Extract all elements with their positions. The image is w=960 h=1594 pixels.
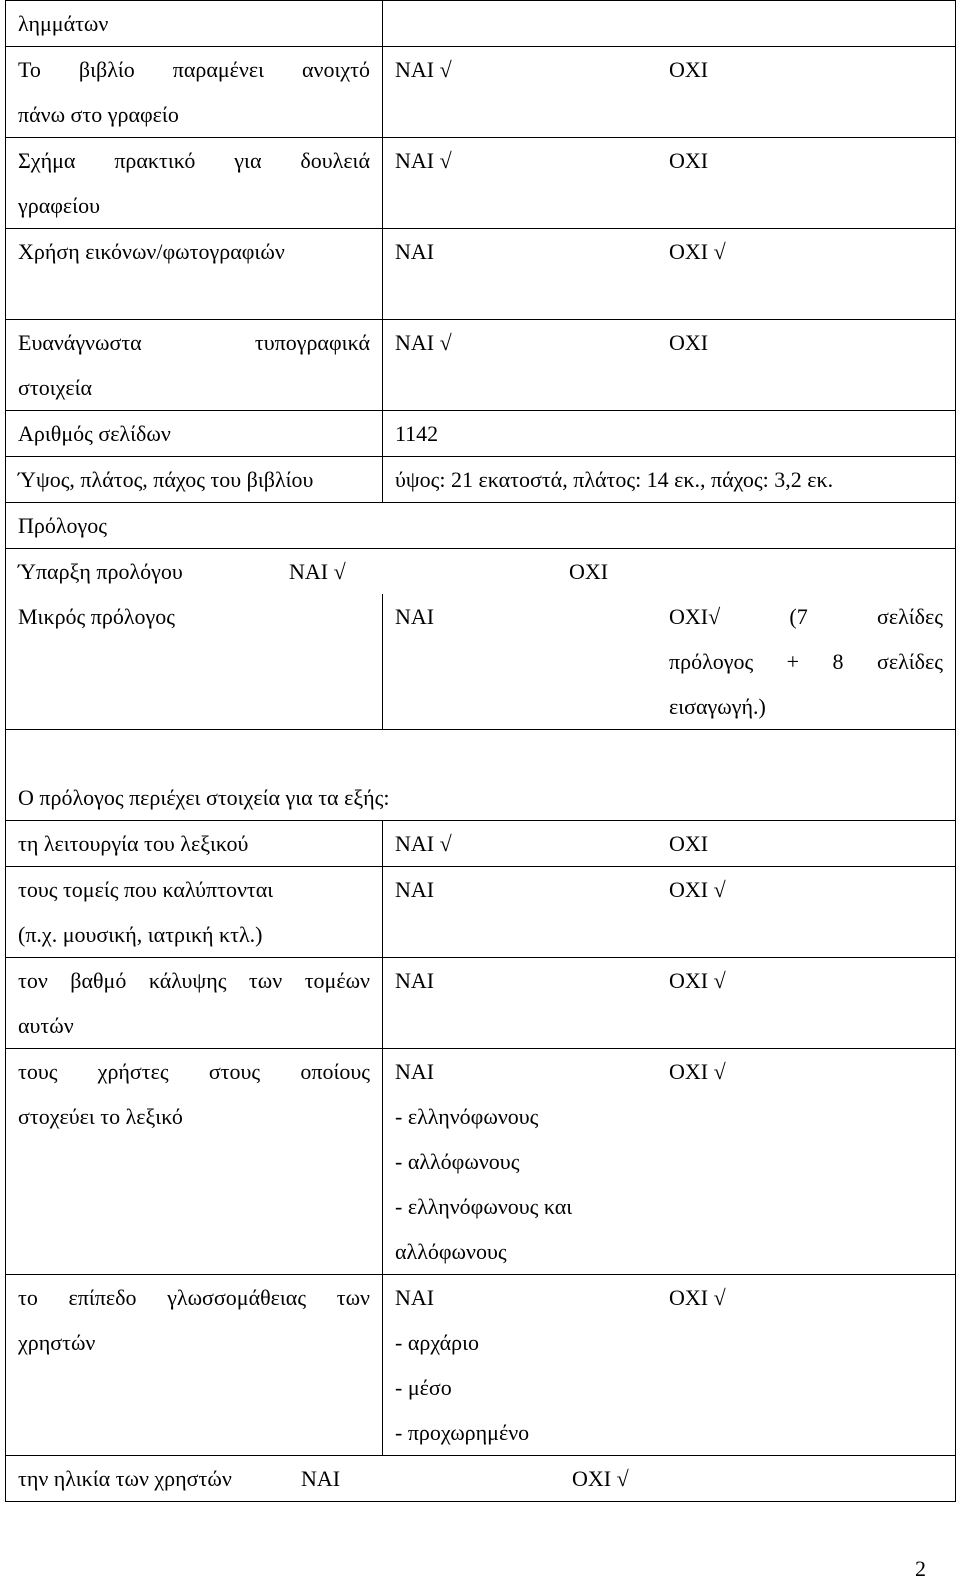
value-cell <box>383 229 956 320</box>
no-answer: ΟΧΙ √ <box>669 968 726 993</box>
row-label: λημμάτων <box>18 11 109 36</box>
option-item: - προχωρημένο <box>395 1420 530 1445</box>
value-cell <box>383 958 956 1049</box>
dimensions-value: ύψος: 21 εκατοστά, πλάτος: 14 εκ., πάχος: 3,2 εκ. <box>395 467 834 492</box>
no-answer: ΟΧΙ √ <box>669 1285 726 1310</box>
section-heading: Πρόλογος <box>18 513 107 538</box>
yes-options <box>395 1275 669 1455</box>
row-label: Χρήση εικόνων/φωτογραφιών <box>18 239 285 264</box>
yes-answer: ΝΑΙ √ <box>395 57 452 82</box>
label-cell <box>6 821 383 867</box>
inline-row-cell <box>6 549 956 595</box>
value-cell <box>383 457 956 503</box>
table-row <box>6 1275 956 1456</box>
label-cell <box>6 867 383 958</box>
section-heading: Ο πρόλογος περιέχει στοιχεία για τα εξής: <box>18 785 390 810</box>
yes-answer: ΝΑΙ <box>301 1466 341 1491</box>
row-label: την ηλικία των χρηστών <box>18 1466 232 1491</box>
table-row <box>6 594 956 730</box>
table-row <box>6 229 956 320</box>
value-cell <box>383 138 956 229</box>
table-row <box>6 138 956 229</box>
value-cell <box>383 1 956 47</box>
no-answer-block <box>669 594 943 729</box>
label-cell <box>6 1275 383 1456</box>
option-item: - μέσο <box>395 1375 452 1400</box>
no-answer: ΟΧΙ <box>669 57 709 82</box>
table-row <box>6 1 956 47</box>
table-row <box>6 867 956 958</box>
table-row <box>6 1456 956 1502</box>
label-cell <box>6 138 383 229</box>
yes-answer: ΝΑΙ <box>395 877 435 902</box>
value-cell <box>383 1049 956 1275</box>
no-answer: ΟΧΙ <box>669 831 709 856</box>
value-cell <box>383 1275 956 1456</box>
yes-options <box>395 1049 669 1274</box>
row-label-line2: γραφείου <box>18 193 100 218</box>
label-cell <box>6 229 383 320</box>
yes-answer: ΝΑΙ <box>395 1285 435 1310</box>
section-heading-cell <box>6 730 956 821</box>
table-row <box>6 411 956 457</box>
row-label-line2: στοχεύει το λεξικό <box>18 1104 183 1129</box>
yes-answer: ΝΑΙ <box>395 968 435 993</box>
page-number: 2 <box>915 1556 926 1581</box>
option-item: - αρχάριο <box>395 1330 480 1355</box>
value-cell <box>383 320 956 411</box>
row-label: τη λειτουργία του λεξικού <box>18 831 249 856</box>
label-cell <box>6 320 383 411</box>
table-row <box>6 503 956 549</box>
value-cell <box>383 411 956 457</box>
value-cell <box>383 867 956 958</box>
yes-answer: ΝΑΙ <box>395 604 435 629</box>
row-label-line1: τον βαθμό κάλυψης των τομέων <box>18 968 370 993</box>
inline-row-cell <box>6 1456 956 1502</box>
table-row <box>6 821 956 867</box>
no-answer: ΟΧΙ √ <box>669 1059 726 1084</box>
label-cell <box>6 457 383 503</box>
table-row <box>6 730 956 821</box>
row-label-line1: Σχήμα πρακτικό για δουλειά <box>18 148 370 173</box>
row-label-line2: χρηστών <box>18 1330 96 1355</box>
row-label-line2: αυτών <box>18 1013 74 1038</box>
value-cell <box>383 594 956 730</box>
label-cell <box>6 1 383 47</box>
row-label-line1: το επίπεδο γλωσσομάθειας των <box>18 1285 370 1310</box>
row-label: Ύπαρξη προλόγου <box>18 559 183 584</box>
no-answer: ΟΧΙ√ (7 σελίδες <box>669 604 943 629</box>
yes-answer: ΝΑΙ √ <box>395 330 452 355</box>
yes-answer: ΝΑΙ √ <box>289 559 346 584</box>
table-row <box>6 1049 956 1275</box>
value-cell <box>383 821 956 867</box>
no-answer: ΟΧΙ √ <box>572 1466 629 1491</box>
section-heading-cell <box>6 503 956 549</box>
no-answer: ΟΧΙ <box>669 148 709 173</box>
row-label-line2: πάνω στο γραφείο <box>18 102 179 127</box>
page-count-value: 1142 <box>395 421 439 446</box>
yes-answer: ΝΑΙ √ <box>395 831 452 856</box>
option-item: - ελληνόφωνους <box>395 1104 539 1129</box>
no-answer-note: πρόλογος + 8 σελίδες <box>669 649 943 674</box>
table-row <box>6 457 956 503</box>
evaluation-form-table <box>5 0 956 1502</box>
option-item: - αλλόφωνους <box>395 1149 520 1174</box>
option-item-continued: αλλόφωνους <box>395 1239 507 1264</box>
no-answer-note-end: εισαγωγή.) <box>669 694 766 719</box>
label-cell <box>6 958 383 1049</box>
no-answer: ΟΧΙ √ <box>669 239 726 264</box>
yes-answer: ΝΑΙ √ <box>395 148 452 173</box>
table-row <box>6 320 956 411</box>
no-answer: ΟΧΙ <box>569 559 609 584</box>
row-label-line1: Το βιβλίο παραμένει ανοιχτό <box>18 57 370 82</box>
yes-answer: ΝΑΙ <box>395 239 435 264</box>
row-label: Αριθμός σελίδων <box>18 421 171 446</box>
no-answer: ΟΧΙ <box>669 330 709 355</box>
label-cell <box>6 47 383 138</box>
row-label-line1: Ευανάγνωστα τυπογραφικά <box>18 330 370 355</box>
table-row <box>6 47 956 138</box>
row-label-line1: τους χρήστες στους οποίους <box>18 1059 370 1084</box>
row-label-line2: στοιχεία <box>18 375 93 400</box>
value-cell <box>383 47 956 138</box>
table-row <box>6 549 956 595</box>
no-answer: ΟΧΙ √ <box>669 877 726 902</box>
option-item: - ελληνόφωνους και <box>395 1194 573 1219</box>
label-cell <box>6 594 383 730</box>
label-cell <box>6 411 383 457</box>
yes-answer: ΝΑΙ <box>395 1059 435 1084</box>
table-row <box>6 958 956 1049</box>
row-label-line1: τους τομείς που καλύπτονται <box>18 877 274 902</box>
row-label-line2: (π.χ. μουσική, ιατρική κτλ.) <box>18 922 263 947</box>
row-label: Μικρός πρόλογος <box>18 604 175 629</box>
row-label: Ύψος, πλάτος, πάχος του βιβλίου <box>18 467 314 492</box>
label-cell <box>6 1049 383 1275</box>
